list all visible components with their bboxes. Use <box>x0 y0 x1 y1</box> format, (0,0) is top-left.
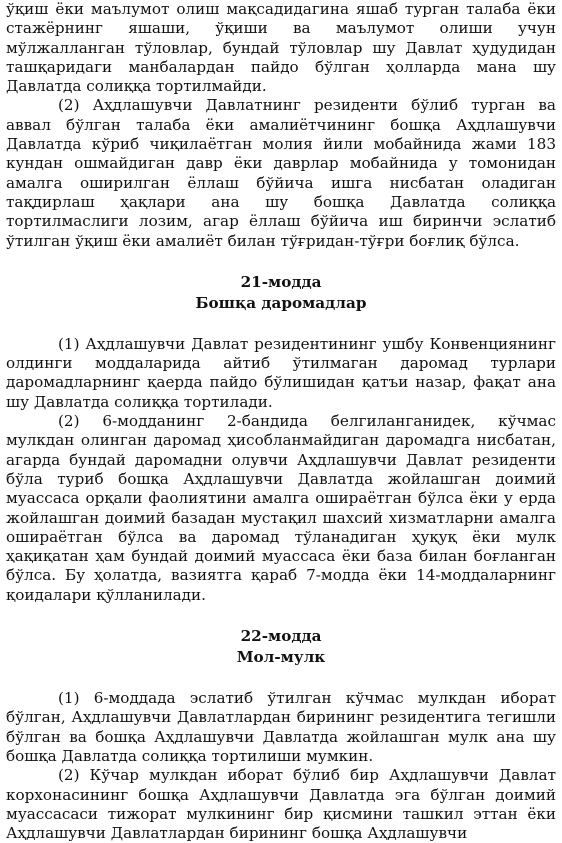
document-page <box>6 0 556 843</box>
spacer <box>6 668 556 689</box>
article-22-number: 22-модда <box>240 627 322 646</box>
article-22-title: Мол-мулк <box>236 648 326 667</box>
article-22-paragraph-2: (2) Кўчар мулкдан иборат бўлиб бир Аҳдлашувчи Давлат корхонасининг бошқа Аҳдлашувчи Давлатда эга бўлган доимий муассасаси тижорат мулкининг бир қисмини ташкил эттан ёки Аҳдлашувчи Давлатлардан бирининг бошқа Аҳдлашувчи <box>6 766 556 843</box>
article-20-paragraph-2: (2) Аҳдлашувчи Давлатнинг резиденти бўлиб турган ва аввал бўлган талаба ёки амалиётчининг бошқа Аҳдлашувчи Давлатда кўриб чиқилаётган молия йили мобайнида жами 183 кундан ошмайдиган давр ёки даврлар мобайнида у томонидан амалга оширилган ёллаш бўйича ишга нисбатан оладиган тақдирлаш ҳақлари ана шу бошқа Давлатда солиққа тортилмаслиги лозим, агар ёллаш бўйича иш биринчи эслатиб ўтилган ўқиш ёки амалиёт билан тўғридан-тўғри боғлиқ бўлса. <box>6 96 556 250</box>
spacer <box>6 605 556 626</box>
article-21-title: Бошқа даромадлар <box>195 293 367 312</box>
article-22-paragraph-1: (1) 6-моддада эслатиб ўтилган кўчмас мулкдан иборат бўлган, Аҳдлашувчи Давлатлардан бирининг резидентига тегишли бўлган ва бошқа Аҳдлашувчи Давлатда жойлашган мулк ана шу бошқа Давлатда солиққа тортилиши мумкин. <box>6 689 556 765</box>
article-21-paragraph-1: (1) Аҳдлашувчи Давлат резидентининг ушбу Конвенциянинг олдинги моддаларида айтиб ўтилмаган даромад турлари даромадларнинг қаерда пайдо бўлишидан қатъи назар, фақат ана шу Давлатда солиққа тортилади. <box>6 334 556 411</box>
spacer <box>6 314 556 335</box>
spacer <box>6 251 556 272</box>
article-21-paragraph-2: (2) 6-модданинг 2-бандида белгиланганидек, кўчмас мулкдан олинган даромад ҳисобланмайдиган даромадга нисбатан, агарда бундай даромадни олувчи Аҳдлашувчи Давлат резиденти бўла туриб бошқа Аҳдлашувчи Давлатда жойлашган доимий муассаса орқали фаолиятини амалга ошираётган бўлса ёки у ерда жойлашган доимий базадан мустақил шахсий хизматларни амалга ошираётган бўлса ва даромад тўланадиган ҳуқуқ ёки мулк ҳақиқатан ҳам бундай доимий муассаса ёки база билан боғланган бўлса. Бу ҳолатда, вазиятга қараб 7-модда ёки 14-моддаларнинг қоидалари қўлланилади. <box>6 412 556 604</box>
article-21-number: 21-модда <box>240 272 322 291</box>
intro-paragraph: ўқиш ёки маълумот олиш мақсадидагина яшаб турган талаба ёки стажёрнинг яшаши, ўқиши ва маълумот олиши учун мўлжалланган тўловлар, бундай тўловлар шу Давлат ҳудудидан ташқаридаги манбалардан пайдо бўлган ҳолларда мана шу Давлатда солиққа тортилмайди. <box>6 0 556 96</box>
